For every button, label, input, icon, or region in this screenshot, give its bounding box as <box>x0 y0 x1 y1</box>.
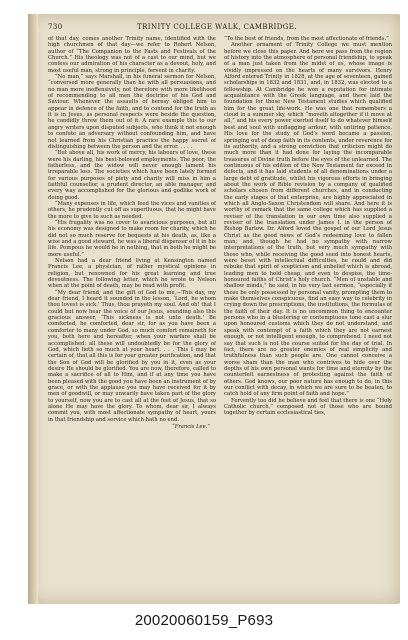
paragraph: of that day, comes another Trinity name, identified with the high churchmen of that day—we refer to Robert Nelson, author of “The Companion to the Fasts and Festivals of the Church.” His theology was not of a cast to our mind, but we confess our admiration of his character as a devout, holy, and most useful man, strong in principle, fervent in charity. <box>48 36 216 74</box>
page-number: 730 <box>48 23 63 31</box>
running-head: TRINITY COLLEGE WALK, CAMBRIDGE. <box>137 23 297 31</box>
paragraph: “My dear friend, and the gift of God to me,—This day, my dear friend, I heard it sounded in the lesson, ‘Lord, he whom thou lovest is sick.’ Thus, thou prayeth my soul. And oh! that I could but now hear the voice of our Jesus, sounding also this gracious answer, ‘This sickness is not unto death.’ Be comforted, be comforted, dear sir, for as you have been a comforter to many under God, so much comfort remaineth for you, both here and hereafter, when your warfare shall be accomplished: all these will undoubtedly be for the glory of God, which lieth so much at your heart. . . . This I may be certain of, that all this is for your greater purification, and that the Son of God will be glorified by you in it, even as your desire He should be glorified. You are now, therefore, called to make a sacrifice of all to Him, and if at any time you have been pleased with the good you have been an instrument of by grace, or with the applause you may have received for it by men of goodwill, or may unwarily have taken part of the glory to yourself, now you are to cast all at the feet of Jesus, that so alone He may have the glory. To whom, dear sir, I always commit you, with most affectionate sympathy of heart, yours in that friendship and service which hath no end. <box>48 289 216 423</box>
book-page <box>28 14 400 604</box>
paragraph: Another ornament of Trinity College we must mention before we close this paper. And here we pass from the region of history into the atmosphere of personal friendship, to speak of a man just taken from the midst of us, whose image is vividly impressed on the hearts of many survivors. Henry Alford entered Trinity in 1828, at the age of seventeen, gained scholarships in 1832 and 1831, and, in 1832, was elected to a fellowship. At Cambridge he won a reputation for intimate acquaintance with the Greek language, and there laid the foundation for those New Testament studies which qualified him for the great life-work. He was one that remembers a cloud in a summer sky, which “moveth altogether if it move at all,” and his every power exerted itself to do whatever himself best and soul with unflagging ardour, with untiring patience. His love for the study of God’s word became a passion, springing out of deep faith in its contents, under reverence for its authority, and a strong conviction that criticism might do much more than it had done for laying the incomparable treasures of Divine truth before the eyes of the unlearned. The continuous of his edition of the New Testament far exceed in defects, and it has laid students of all denominations under a large debt of gratitude, whilst his vigorous efforts in bringing about the work of Bible revision by a company of qualified scholars chosen from different churches, and in conducting the early stages of that enterprise, are highly appreciated in which all Anglo-Saxon Christendom will share. And here it is worthy of remark that the same college which has supplied a reviser of the translation in our own time also supplied a reviser of the translation under James I. in the person of Bishop Barlow. Dr. Alford loved the gospel of our Lord Jesus Christ as the good news of God’s redeeming love to fallen man; and, though he had no sympathy with narrow interpretations of the truth, but very much sympathy with those who, while receiving the good seed into honest hearts, were beset with intellectual difficulties, he could and did rebuke that spirit of scepticism and unbelief which is abroad, leading men to hold cheap, and even to despise, the time-honoured faiths of Christ’s holy church. “Men of unstable and shallow minds,” he said, in his very last sermon, “especially if those be only possessed by personal vanity, prompting them to make themselves conspicuous, find an easy way to celebrity in crying down the prescriptions, the institutions, the formulas of the faith of their day. It is no uncommon thing to encounter persons who in a blustering or contemptuous tone cast a slur upon honoured customs which they do not understand, and speak with contempt of a faith which they are not earnest enough, or not intelligent enough, to comprehend. I need not say that such is not the course suited for the day of trial. In fact, there are no greater enemies of real simplicity and truthfulness than such people are. One cannot conceive a worse sham than the man who contrives to hide over the depths of his own personal wants for time and eternity by the counterfeit earnestness of protesting against the faith of others. God knows, our poor nature has enough to do, in this our conflict with decay, in which we are sure to be beaten, to catch hold of any firm point of faith and hope.” <box>224 42 392 398</box>
letter-signature: “Francis Lee.” <box>172 423 210 430</box>
right-column <box>224 36 392 596</box>
paragraph: “His frugality was no cover to avaricious purposes, but all his economy was designed to make room for charity, which he did not so much reserve for bequests at his death, as, like a wise and a good steward, he was a liberal dispenser of it in his life. Pompous he would be in nothing, that in both he might be more useful.” <box>48 219 216 258</box>
page-header <box>48 23 386 33</box>
paragraph: “But above all, his work of mercy, his labours of love, these were his darling, his best-beloved employments. The poor, the fatherless, and the widow will never enough lament his irreparable loss. The societies which have been lately formed for various purposes of piety and charity will miss in him a faithful counsellor, a prudent director, an able manager, and every way accomplished for the glorious and godlike work of doing good. <box>48 150 216 201</box>
paragraph: “Many expenses in life, which feed the vices and vanities of others, he prudently cut off as superfluous, that he might have the more to give to such as needed. <box>48 200 216 220</box>
paragraph: “No man,” says Marshall, in his funeral sermon for Nelson, “conversed more generally than he with all persuasions, and no man more inoffensively, not therefore with more likelihood of recommending to all men the doctrine of his God and Saviour. Whenever the assaults of heresy obliged him to appear in defence of the faith, and to contend for the truth as it is in Jesus, as personal respects were beside the question, he candidly threw them out of it. A rare example this to our angry writers upon disputed subjects, who think it not enough to confute an adversary without confounding him, and have not learned from his Christian practice the happy secret of distinguishing between the person and the error. . . . . <box>48 74 216 150</box>
paragraph: Fervently too did he believe and feel that there is one “Holy Catholic church,” composed not of those who are bound together by certain ecclesiastical ties, <box>224 397 392 417</box>
page-gutter-shadow <box>28 14 38 604</box>
scan-identifier-caption: 20020060159_P693 <box>134 612 274 629</box>
paragraph: Nelson had a dear friend living at Kensington named Francis Lee, a physician, of rather mystical opinions in religion, but renowned for his great learning and true devoutness. The following letter, which he wrote to Nelson when at the point of death, may be read with profit. <box>48 258 216 290</box>
paragraph: “To the best of friends, from the most affectionate of friends.” <box>224 36 389 42</box>
left-column <box>48 36 216 596</box>
